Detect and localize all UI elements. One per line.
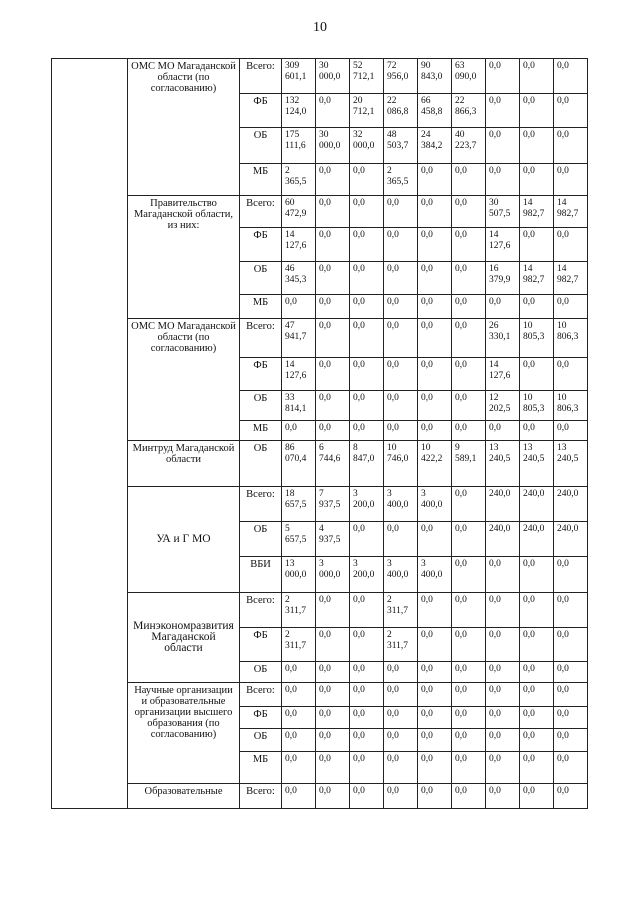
funding-source-cell: ОБ: [240, 391, 282, 421]
budget-table-body: [52, 59, 588, 809]
amount-cell: 10 805,3: [520, 391, 554, 421]
executor-name-cell: Минтруд Магаданской области: [128, 441, 240, 487]
amount-cell: 0,0: [316, 421, 350, 441]
amount-cell: 0,0: [350, 391, 384, 421]
amount-cell: 0,0: [554, 628, 588, 662]
amount-cell: 3 200,0: [350, 557, 384, 593]
amount-cell: 0,0: [554, 707, 588, 729]
amount-cell: 0,0: [452, 391, 486, 421]
amount-cell: 14 127,6: [282, 358, 316, 391]
amount-cell: 0,0: [452, 683, 486, 707]
amount-cell: 0,0: [486, 128, 520, 164]
amount-cell: 10 746,0: [384, 441, 418, 487]
amount-cell: 0,0: [520, 295, 554, 319]
amount-cell: 0,0: [316, 319, 350, 358]
amount-cell: 0,0: [384, 391, 418, 421]
amount-cell: 0,0: [316, 358, 350, 391]
amount-cell: 60 472,9: [282, 196, 316, 228]
amount-cell: 0,0: [452, 662, 486, 683]
funding-source-cell: Всего:: [240, 319, 282, 358]
amount-cell: 0,0: [520, 557, 554, 593]
amount-cell: 0,0: [520, 683, 554, 707]
amount-cell: 10 806,3: [554, 319, 588, 358]
amount-cell: 0,0: [316, 662, 350, 683]
funding-source-cell: ОБ: [240, 441, 282, 487]
funding-source-cell: МБ: [240, 752, 282, 784]
amount-cell: 0,0: [452, 729, 486, 752]
amount-cell: 0,0: [350, 228, 384, 262]
amount-cell: 22 866,3: [452, 94, 486, 128]
amount-cell: 13 240,5: [520, 441, 554, 487]
funding-source-cell: ФБ: [240, 228, 282, 262]
amount-cell: 0,0: [316, 164, 350, 196]
amount-cell: 240,0: [554, 522, 588, 557]
amount-cell: 46 345,3: [282, 262, 316, 295]
amount-cell: 18 657,5: [282, 487, 316, 522]
amount-cell: 0,0: [282, 729, 316, 752]
amount-cell: 0,0: [384, 196, 418, 228]
amount-cell: 0,0: [316, 295, 350, 319]
amount-cell: 3 000,0: [316, 557, 350, 593]
funding-source-cell: ОБ: [240, 262, 282, 295]
executor-name-cell: Научные организации и образовательные организации высшего образования (по согласованию): [128, 683, 240, 784]
amount-cell: 0,0: [282, 707, 316, 729]
budget-table: [51, 58, 588, 809]
amount-cell: 0,0: [486, 295, 520, 319]
amount-cell: 0,0: [452, 487, 486, 522]
amount-cell: 14 127,6: [486, 358, 520, 391]
funding-source-cell: Всего:: [240, 59, 282, 94]
amount-cell: 13 000,0: [282, 557, 316, 593]
amount-cell: 13 240,5: [554, 441, 588, 487]
amount-cell: 0,0: [316, 784, 350, 809]
amount-cell: 0,0: [452, 752, 486, 784]
amount-cell: 240,0: [486, 487, 520, 522]
amount-cell: 10 422,2: [418, 441, 452, 487]
amount-cell: 0,0: [418, 295, 452, 319]
amount-cell: 0,0: [282, 295, 316, 319]
amount-cell: 0,0: [554, 421, 588, 441]
amount-cell: 72 956,0: [384, 59, 418, 94]
executor-name-cell: Образовательные: [128, 784, 240, 809]
funding-source-cell: ФБ: [240, 707, 282, 729]
amount-cell: 0,0: [350, 421, 384, 441]
amount-cell: 0,0: [520, 628, 554, 662]
amount-cell: 0,0: [520, 94, 554, 128]
amount-cell: 0,0: [384, 729, 418, 752]
amount-cell: 0,0: [452, 522, 486, 557]
amount-cell: 0,0: [282, 421, 316, 441]
amount-cell: 0,0: [350, 262, 384, 295]
amount-cell: 0,0: [452, 295, 486, 319]
amount-cell: 0,0: [384, 784, 418, 809]
funding-source-cell: МБ: [240, 421, 282, 441]
amount-cell: 0,0: [520, 729, 554, 752]
amount-cell: 2 365,5: [384, 164, 418, 196]
amount-cell: 0,0: [520, 752, 554, 784]
amount-cell: 0,0: [452, 628, 486, 662]
amount-cell: 0,0: [554, 228, 588, 262]
amount-cell: 0,0: [350, 319, 384, 358]
amount-cell: 0,0: [418, 707, 452, 729]
amount-cell: 240,0: [554, 487, 588, 522]
amount-cell: 66 458,8: [418, 94, 452, 128]
amount-cell: 0,0: [418, 262, 452, 295]
amount-cell: 16 379,9: [486, 262, 520, 295]
amount-cell: 0,0: [350, 196, 384, 228]
amount-cell: 40 223,7: [452, 128, 486, 164]
amount-cell: 0,0: [282, 683, 316, 707]
amount-cell: 30 000,0: [316, 128, 350, 164]
amount-cell: 0,0: [554, 683, 588, 707]
amount-cell: 0,0: [520, 358, 554, 391]
amount-cell: 0,0: [452, 557, 486, 593]
amount-cell: 0,0: [350, 752, 384, 784]
amount-cell: 0,0: [350, 628, 384, 662]
amount-cell: 0,0: [520, 59, 554, 94]
amount-cell: 0,0: [554, 128, 588, 164]
amount-cell: 0,0: [486, 683, 520, 707]
amount-cell: 2 365,5: [282, 164, 316, 196]
amount-cell: 0,0: [418, 593, 452, 628]
funding-source-cell: ОБ: [240, 128, 282, 164]
amount-cell: 0,0: [384, 295, 418, 319]
amount-cell: 20 712,1: [350, 94, 384, 128]
amount-cell: 2 311,7: [282, 593, 316, 628]
amount-cell: 0,0: [316, 94, 350, 128]
amount-cell: 0,0: [520, 228, 554, 262]
amount-cell: 0,0: [384, 228, 418, 262]
amount-cell: 175 111,6: [282, 128, 316, 164]
amount-cell: 32 000,0: [350, 128, 384, 164]
amount-cell: 14 982,7: [554, 262, 588, 295]
amount-cell: 0,0: [384, 262, 418, 295]
funding-source-cell: ФБ: [240, 94, 282, 128]
amount-cell: 48 503,7: [384, 128, 418, 164]
amount-cell: 0,0: [384, 683, 418, 707]
amount-cell: 2 311,7: [384, 628, 418, 662]
amount-cell: 12 202,5: [486, 391, 520, 421]
amount-cell: 0,0: [350, 662, 384, 683]
amount-cell: 0,0: [486, 707, 520, 729]
amount-cell: 0,0: [350, 729, 384, 752]
amount-cell: 0,0: [316, 707, 350, 729]
amount-cell: 0,0: [554, 358, 588, 391]
amount-cell: 0,0: [418, 421, 452, 441]
amount-cell: 0,0: [418, 391, 452, 421]
amount-cell: 0,0: [384, 319, 418, 358]
amount-cell: 0,0: [520, 662, 554, 683]
amount-cell: 10 805,3: [520, 319, 554, 358]
amount-cell: 0,0: [486, 59, 520, 94]
funding-source-cell: МБ: [240, 164, 282, 196]
amount-cell: 14 982,7: [554, 196, 588, 228]
amount-cell: 0,0: [554, 752, 588, 784]
amount-cell: 0,0: [486, 421, 520, 441]
amount-cell: 0,0: [520, 128, 554, 164]
amount-cell: 0,0: [452, 358, 486, 391]
amount-cell: 0,0: [452, 196, 486, 228]
funding-source-cell: Всего:: [240, 196, 282, 228]
amount-cell: 0,0: [316, 196, 350, 228]
amount-cell: 0,0: [452, 593, 486, 628]
amount-cell: 90 843,0: [418, 59, 452, 94]
amount-cell: 0,0: [554, 94, 588, 128]
amount-cell: 6 744,6: [316, 441, 350, 487]
amount-cell: 13 240,5: [486, 441, 520, 487]
amount-cell: 7 937,5: [316, 487, 350, 522]
executor-name-cell: ОМС МО Магаданской области (по согласованию): [128, 319, 240, 441]
amount-cell: 0,0: [418, 784, 452, 809]
table-row: [52, 683, 588, 707]
amount-cell: 0,0: [486, 729, 520, 752]
table-row: [52, 784, 588, 809]
amount-cell: 0,0: [282, 662, 316, 683]
amount-cell: 0,0: [486, 164, 520, 196]
amount-cell: 0,0: [486, 662, 520, 683]
amount-cell: 0,0: [452, 228, 486, 262]
amount-cell: 33 814,1: [282, 391, 316, 421]
amount-cell: 0,0: [554, 729, 588, 752]
executor-name-cell: Правительство Магаданской области, из них:: [128, 196, 240, 319]
amount-cell: 0,0: [350, 707, 384, 729]
amount-cell: 14 982,7: [520, 196, 554, 228]
amount-cell: 0,0: [316, 729, 350, 752]
amount-cell: 0,0: [418, 228, 452, 262]
amount-cell: 14 982,7: [520, 262, 554, 295]
funding-source-cell: Всего:: [240, 593, 282, 628]
amount-cell: 10 806,3: [554, 391, 588, 421]
amount-cell: 2 311,7: [384, 593, 418, 628]
amount-cell: 0,0: [520, 707, 554, 729]
amount-cell: 0,0: [418, 164, 452, 196]
amount-cell: 0,0: [520, 421, 554, 441]
amount-cell: 0,0: [418, 358, 452, 391]
amount-cell: 240,0: [486, 522, 520, 557]
amount-cell: 0,0: [486, 94, 520, 128]
amount-cell: 0,0: [282, 784, 316, 809]
amount-cell: 0,0: [384, 358, 418, 391]
amount-cell: 4 937,5: [316, 522, 350, 557]
amount-cell: 0,0: [384, 752, 418, 784]
amount-cell: 5 657,5: [282, 522, 316, 557]
amount-cell: 0,0: [350, 164, 384, 196]
amount-cell: 26 330,1: [486, 319, 520, 358]
table-row: [52, 593, 588, 628]
amount-cell: 0,0: [418, 628, 452, 662]
amount-cell: 0,0: [316, 593, 350, 628]
amount-cell: 0,0: [554, 164, 588, 196]
table-row: [52, 319, 588, 358]
amount-cell: 0,0: [554, 295, 588, 319]
amount-cell: 0,0: [486, 784, 520, 809]
amount-cell: 0,0: [554, 593, 588, 628]
amount-cell: 30 507,5: [486, 196, 520, 228]
amount-cell: 0,0: [554, 784, 588, 809]
funding-source-cell: МБ: [240, 295, 282, 319]
amount-cell: 3 400,0: [384, 487, 418, 522]
amount-cell: 0,0: [520, 164, 554, 196]
amount-cell: 63 090,0: [452, 59, 486, 94]
amount-cell: 8 847,0: [350, 441, 384, 487]
amount-cell: 0,0: [486, 593, 520, 628]
table-row: [52, 196, 588, 228]
amount-cell: 0,0: [418, 662, 452, 683]
amount-cell: 3 200,0: [350, 487, 384, 522]
executor-name-cell: Минэкономразвития Магаданской области: [128, 593, 240, 683]
amount-cell: 0,0: [452, 421, 486, 441]
amount-cell: 47 941,7: [282, 319, 316, 358]
amount-cell: 309 601,1: [282, 59, 316, 94]
amount-cell: 0,0: [316, 262, 350, 295]
amount-cell: 24 384,2: [418, 128, 452, 164]
amount-cell: 86 070,4: [282, 441, 316, 487]
amount-cell: 9 589,1: [452, 441, 486, 487]
amount-cell: 0,0: [282, 752, 316, 784]
amount-cell: 0,0: [350, 683, 384, 707]
amount-cell: 0,0: [316, 228, 350, 262]
amount-cell: 0,0: [384, 522, 418, 557]
amount-cell: 0,0: [554, 59, 588, 94]
amount-cell: 240,0: [520, 522, 554, 557]
amount-cell: 0,0: [350, 522, 384, 557]
amount-cell: 0,0: [384, 421, 418, 441]
amount-cell: 0,0: [554, 557, 588, 593]
amount-cell: 0,0: [452, 707, 486, 729]
funding-source-cell: ОБ: [240, 522, 282, 557]
amount-cell: 0,0: [554, 662, 588, 683]
amount-cell: 0,0: [452, 262, 486, 295]
table-row: [52, 441, 588, 487]
amount-cell: 14 127,6: [282, 228, 316, 262]
amount-cell: 2 311,7: [282, 628, 316, 662]
amount-cell: 132 124,0: [282, 94, 316, 128]
amount-cell: 0,0: [418, 319, 452, 358]
amount-cell: 0,0: [452, 319, 486, 358]
amount-cell: 52 712,1: [350, 59, 384, 94]
amount-cell: 3 400,0: [418, 557, 452, 593]
funding-source-cell: ФБ: [240, 358, 282, 391]
amount-cell: 0,0: [316, 752, 350, 784]
funding-source-cell: ОБ: [240, 662, 282, 683]
amount-cell: 0,0: [350, 358, 384, 391]
outer-column-cell: [52, 59, 128, 809]
amount-cell: 0,0: [418, 196, 452, 228]
funding-source-cell: ФБ: [240, 628, 282, 662]
amount-cell: 0,0: [384, 707, 418, 729]
amount-cell: 0,0: [452, 164, 486, 196]
amount-cell: 3 400,0: [418, 487, 452, 522]
table-row: [52, 59, 588, 94]
amount-cell: 0,0: [418, 752, 452, 784]
funding-source-cell: Всего:: [240, 784, 282, 809]
amount-cell: 0,0: [350, 784, 384, 809]
amount-cell: 3 400,0: [384, 557, 418, 593]
amount-cell: 30 000,0: [316, 59, 350, 94]
amount-cell: 0,0: [520, 593, 554, 628]
amount-cell: 0,0: [350, 295, 384, 319]
amount-cell: 0,0: [418, 522, 452, 557]
funding-source-cell: ВБИ: [240, 557, 282, 593]
table-row: [52, 487, 588, 522]
amount-cell: 0,0: [418, 729, 452, 752]
amount-cell: 0,0: [316, 683, 350, 707]
amount-cell: 240,0: [520, 487, 554, 522]
amount-cell: 22 086,8: [384, 94, 418, 128]
page-number: 10: [313, 20, 327, 35]
amount-cell: 0,0: [384, 662, 418, 683]
amount-cell: 0,0: [520, 784, 554, 809]
funding-source-cell: Всего:: [240, 487, 282, 522]
amount-cell: 14 127,6: [486, 228, 520, 262]
amount-cell: 0,0: [316, 391, 350, 421]
funding-source-cell: Всего:: [240, 683, 282, 707]
amount-cell: 0,0: [486, 752, 520, 784]
executor-name-cell: ОМС МО Магаданской области (по согласованию): [128, 59, 240, 196]
amount-cell: 0,0: [452, 784, 486, 809]
executor-name-cell: УА и Г МО: [128, 487, 240, 593]
amount-cell: 0,0: [486, 628, 520, 662]
amount-cell: 0,0: [350, 593, 384, 628]
amount-cell: 0,0: [418, 683, 452, 707]
funding-source-cell: ОБ: [240, 729, 282, 752]
amount-cell: 0,0: [316, 628, 350, 662]
amount-cell: 0,0: [486, 557, 520, 593]
